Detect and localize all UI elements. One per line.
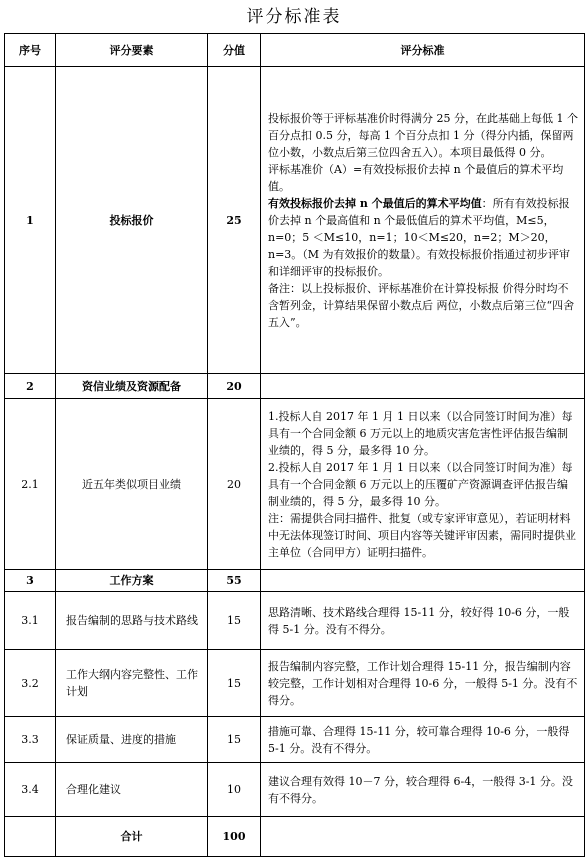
standard-paragraph: 2.投标人自 2017 年 1 月 1 日以来（以合同签订时间为准）每具有一个合同金额 6 万元以上的压覆矿产资源调查评估报告编制业绩的，得 5 分，最多得 10 分。 <box>268 460 573 508</box>
row-score: 15 <box>208 717 261 763</box>
row-standard: 思路清晰、技术路线合理得 15-11 分，较好得 10-6 分，一般得 5-1 分。没有不得分。 <box>261 592 585 650</box>
table-row <box>5 67 585 374</box>
row-no: 3 <box>5 570 56 592</box>
table-row <box>5 592 585 650</box>
row-standard: 报告编制内容完整，工作计划合理得 15-11 分，报告编制内容较完整，工作计划相对合理得 10-6 分，一般得 5-1 分。没有不得分。 <box>261 650 585 717</box>
total-label: 合计 <box>56 817 208 857</box>
row-no: 2.1 <box>5 399 56 570</box>
table-row <box>5 763 585 817</box>
row-factor: 工作方案 <box>56 570 208 592</box>
row-no: 1 <box>5 67 56 374</box>
row-no: 2 <box>5 374 56 399</box>
row-score: 15 <box>208 592 261 650</box>
scoring-table <box>4 33 585 857</box>
row-no: 3.1 <box>5 592 56 650</box>
row-standard: 建议合理有效得 10－7 分，较合理得 6-4，一般得 3-1 分。没有不得分。 <box>261 763 585 817</box>
total-standard <box>261 817 585 857</box>
row-no: 3.4 <box>5 763 56 817</box>
row-factor: 资信业绩及资源配备 <box>56 374 208 399</box>
row-standard <box>261 67 585 374</box>
table-row <box>5 399 585 570</box>
standard-bold-lead: 有效投标报价去掉 n 个最值后的算术平均值 <box>268 196 482 210</box>
total-row <box>5 817 585 857</box>
header-score: 分值 <box>208 34 261 67</box>
row-standard <box>261 399 585 570</box>
standard-text: ：所有有效投标报价去掉 n 个最高值和 n 个最低值后的算术平均值，M≤5，n=0；5 ＜M≤10，n=1；10＜M≤20，n=2；M＞20，n=3。（M 为有效报价的数量）。有效投标报价指通过初步评审和详细评审的投标报价。 <box>268 196 571 278</box>
standard-paragraph: 投标报价等于评标基准价时得满分 25 分，在此基础上每低 1 个百分点扣 0.5 分，每高 1 个百分点扣 1 分（得分内插，保留两位小数，小数点后第三位四舍五入）。本项目最低得 0 分。 <box>268 111 578 159</box>
row-score: 20 <box>208 399 261 570</box>
total-no <box>5 817 56 857</box>
row-factor: 工作大纲内容完整性、工作计划 <box>56 650 208 717</box>
row-no: 3.2 <box>5 650 56 717</box>
row-score: 15 <box>208 650 261 717</box>
table-row <box>5 374 585 399</box>
total-score: 100 <box>208 817 261 857</box>
row-factor: 合理化建议 <box>56 763 208 817</box>
page-title: 评分标准表 <box>246 7 342 27</box>
table-row <box>5 650 585 717</box>
row-factor: 保证质量、进度的措施 <box>56 717 208 763</box>
table-row <box>5 717 585 763</box>
row-no: 3.3 <box>5 717 56 763</box>
row-standard <box>261 570 585 592</box>
table-row <box>5 570 585 592</box>
row-score: 20 <box>208 374 261 399</box>
row-standard <box>261 374 585 399</box>
standard-paragraph: 评标基准价（A）=有效投标报价去掉 n 个最值后的算术平均值。 <box>268 162 564 193</box>
header-factor: 评分要素 <box>56 34 208 67</box>
header-standard: 评分标准 <box>261 34 585 67</box>
row-factor: 报告编制的思路与技术路线 <box>56 592 208 650</box>
standard-paragraph: 1.投标人自 2017 年 1 月 1 日以来（以合同签订时间为准）每具有一个合同金额 6 万元以上的地质灾害危害性评估报告编制业绩的，得 5 分，最多得 10 分。 <box>268 409 573 457</box>
header-no: 序号 <box>5 34 56 67</box>
row-score: 25 <box>208 67 261 374</box>
standard-paragraph <box>268 195 578 280</box>
row-factor: 投标报价 <box>56 67 208 374</box>
row-standard: 措施可靠、合理得 15-11 分，较可靠合理得 10-6 分，一般得 5-1 分。没有不得分。 <box>261 717 585 763</box>
row-factor: 近五年类似项目业绩 <box>56 399 208 570</box>
table-header-row <box>5 34 585 67</box>
row-score: 55 <box>208 570 261 592</box>
standard-paragraph: 注：需提供合同扫描件、批复（或专家评审意见），若证明材料中无法体现签订时间、项目内容等关键评审因素，需同时提供业主单位（合同甲方）证明扫描件。 <box>268 511 576 559</box>
standard-note: 备注：以上投标报价、评标基准价在计算投标报 价得分时均不含暂列金，计算结果保留小数点后 两位，小数点后第三位“四舍五入”。 <box>268 281 575 329</box>
row-score: 10 <box>208 763 261 817</box>
